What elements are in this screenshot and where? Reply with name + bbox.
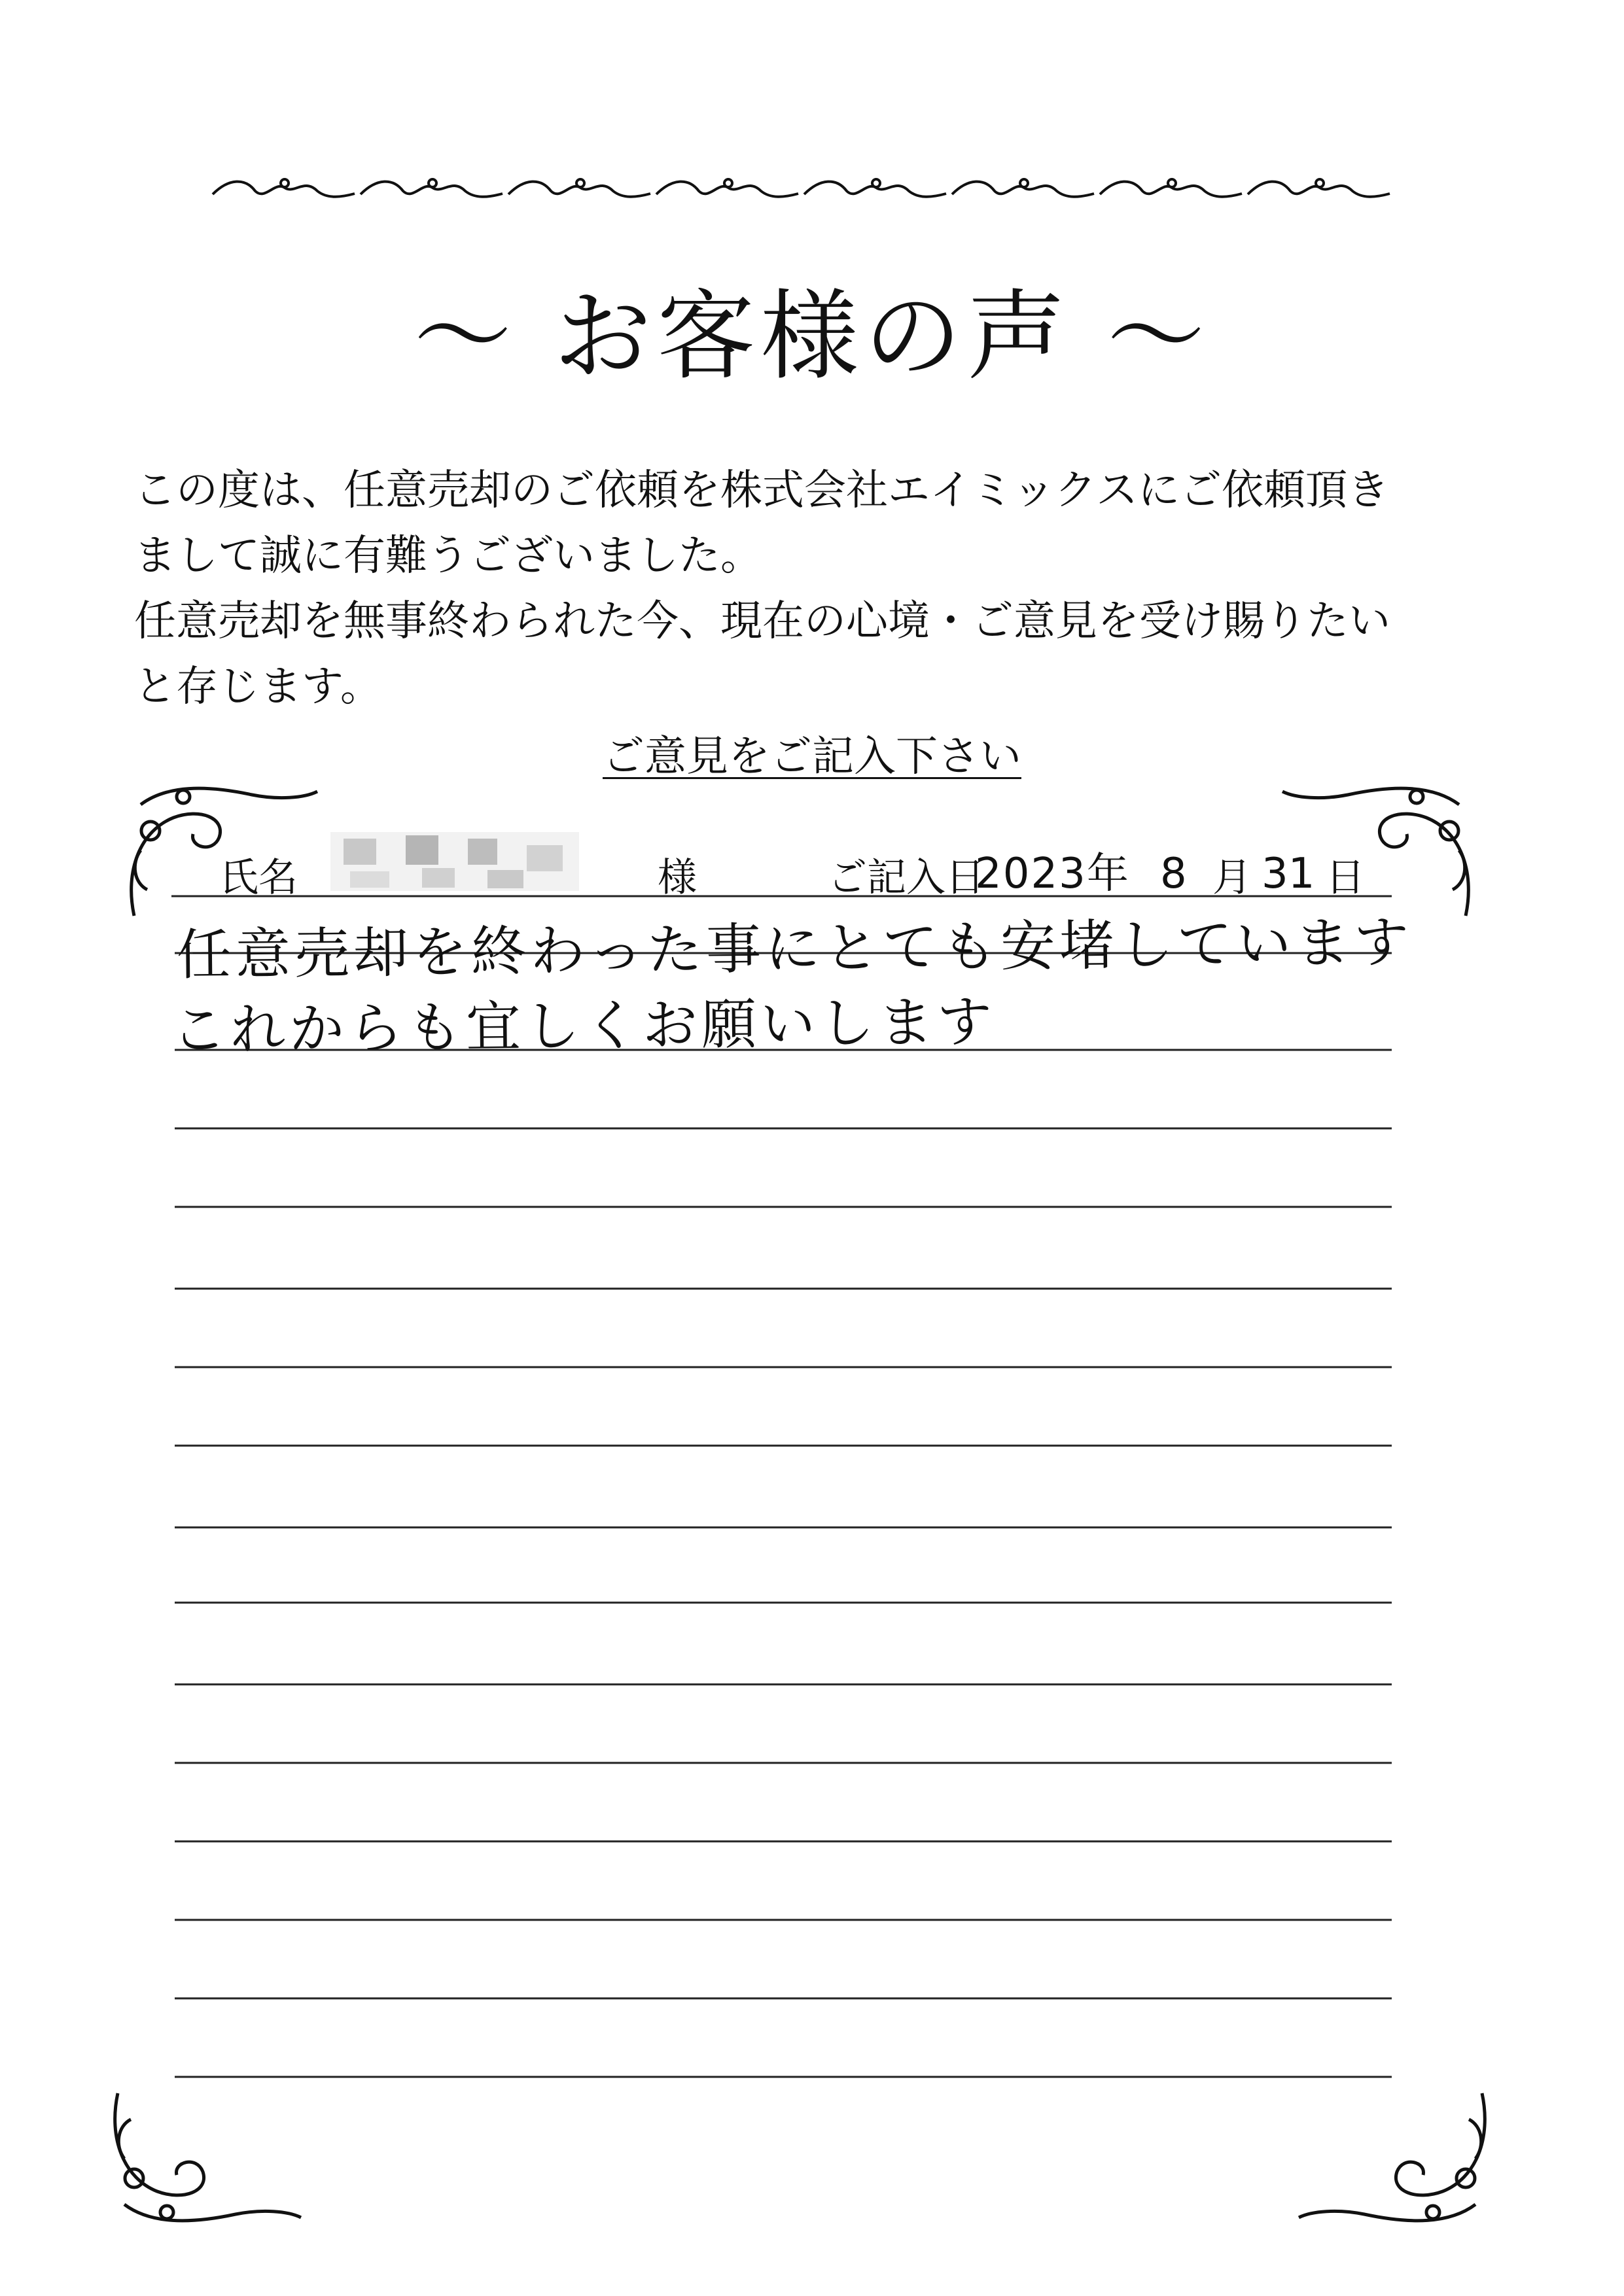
border-motif xyxy=(361,182,503,197)
honorific-label: 様 xyxy=(658,855,697,901)
border-motif xyxy=(213,182,355,197)
border-motif xyxy=(508,182,650,197)
border-motif-dot xyxy=(724,179,732,187)
border-motif xyxy=(656,182,798,197)
border-motif xyxy=(952,182,1094,197)
border-motif-dot xyxy=(1316,179,1324,187)
comment-prompt-text: ご意見をご記入下さい xyxy=(603,733,1021,781)
month-label: 月 xyxy=(1212,855,1252,901)
day-value: 31 xyxy=(1262,850,1315,898)
year-value: 2023年 xyxy=(975,850,1130,898)
ornamental-border-top xyxy=(209,171,1394,203)
day-label: 日 xyxy=(1326,855,1365,901)
month-value: 8 xyxy=(1160,850,1187,898)
intro-paragraph xyxy=(134,458,1508,720)
handwritten-comment-line: 任意売却を終わった事にとても安堵しています xyxy=(176,910,1413,987)
border-motif-dot xyxy=(281,179,289,187)
handwritten-comment-line: これからも宜しくお願いします xyxy=(171,989,997,1062)
border-motif-dot xyxy=(576,179,584,187)
intro-line: 任意売却を無事終わられた今、現在の心境・ご意見を受け賜りたい xyxy=(134,597,1390,646)
border-motif-dot xyxy=(1168,179,1176,187)
page-title: ～ お客様の声 ～ xyxy=(414,280,1210,394)
border-motif-dot xyxy=(872,179,880,187)
name-label: 氏名 xyxy=(219,855,298,901)
border-motif-dot xyxy=(1020,179,1028,187)
redacted-name xyxy=(330,826,579,894)
border-motif xyxy=(804,182,946,197)
border-motif xyxy=(1100,182,1242,197)
intro-line: まして誠に有難うございました。 xyxy=(134,532,762,580)
border-motif-dot xyxy=(429,179,436,187)
date-label: ご記入日 xyxy=(828,855,985,901)
intro-line: この度は、任意売却のご依頼を株式会社エイミックスにご依頼頂き xyxy=(134,466,1390,515)
border-motif xyxy=(1248,182,1390,197)
intro-line: と存じます。 xyxy=(134,663,382,711)
